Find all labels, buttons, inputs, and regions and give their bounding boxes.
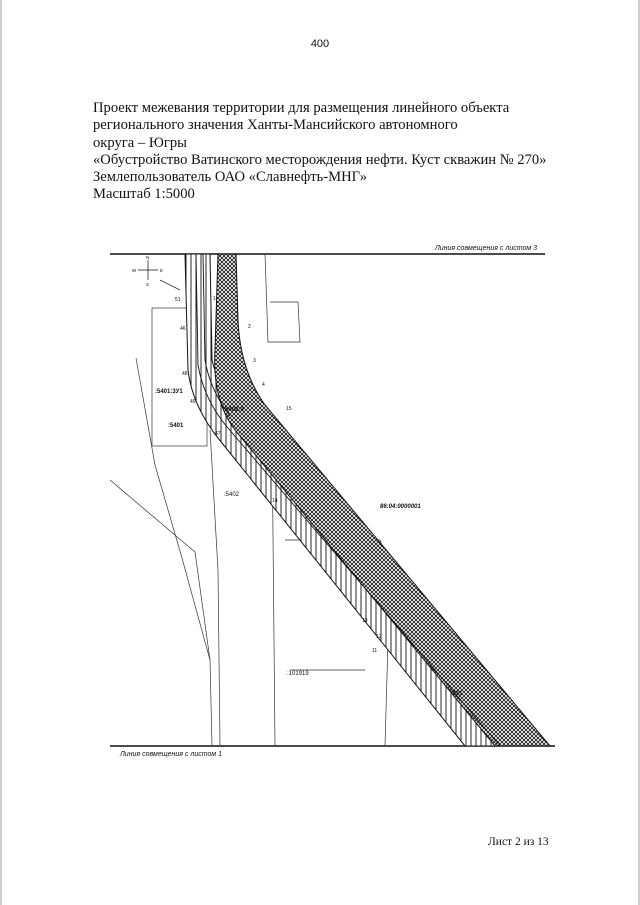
- compass-east: E: [160, 268, 164, 273]
- point-label: 12: [376, 634, 382, 640]
- compass-west: W: [132, 268, 137, 273]
- point-label: 48: [182, 371, 188, 377]
- scan-edge-left: [0, 0, 2, 905]
- title-line-1: Проект межевания территории для размещения линейного объекта: [93, 100, 510, 116]
- point-label: 49: [190, 399, 196, 405]
- compass-rose: [132, 255, 163, 287]
- point-label: 51: [175, 297, 181, 303]
- page-number: 400: [310, 38, 330, 50]
- point-label: 4: [262, 382, 265, 388]
- point-label: 14: [272, 498, 278, 504]
- parcel-label-5401: :5401: [168, 423, 184, 429]
- corridor-vertical-hatch: [185, 254, 545, 746]
- parcel-label-101919: :101919: [287, 671, 309, 677]
- point-label: 2: [248, 324, 251, 330]
- point-label: 47: [215, 431, 221, 437]
- parcel-label-5401-3u1: :5401:3У1: [155, 389, 183, 395]
- bottom-caption: Линия совмещения с листом 1: [120, 751, 223, 758]
- parcel-label-5402-3: :5402:3: [223, 407, 244, 413]
- parcel-label-3u1: :3У1: [450, 691, 463, 697]
- corridor-cross-hatch: [215, 254, 550, 746]
- parcel-label-5402: :5402: [224, 492, 240, 498]
- point-label: 13: [362, 618, 368, 624]
- top-caption: Линия совмещения с листом 3: [434, 245, 537, 252]
- cadastral-map: [100, 240, 560, 770]
- title-line-2: регионального значения Ханты-Мансийского автономного: [93, 117, 458, 134]
- scale-line: Масштаб 1:5000: [93, 186, 195, 203]
- point-label: 15: [286, 406, 292, 412]
- title-line-4: «Обустройство Ватинского месторождения нефти. Куст скважин № 270»: [93, 151, 547, 168]
- point-label: 1: [213, 296, 216, 302]
- point-label: 46: [180, 326, 186, 332]
- quarter-label: 86:04:0000001: [380, 504, 421, 510]
- compass-north: N: [146, 255, 150, 260]
- point-label: 3: [253, 358, 256, 364]
- title-line-5: Землепользователь ОАО «Славнефть-МНГ»: [93, 169, 368, 186]
- title-line-3: округа – Югры: [93, 134, 187, 151]
- sheet-footer: Лист 2 из 13: [488, 836, 549, 848]
- compass-south: S: [146, 282, 150, 287]
- title-block: [93, 100, 593, 204]
- point-label: 11: [372, 648, 378, 654]
